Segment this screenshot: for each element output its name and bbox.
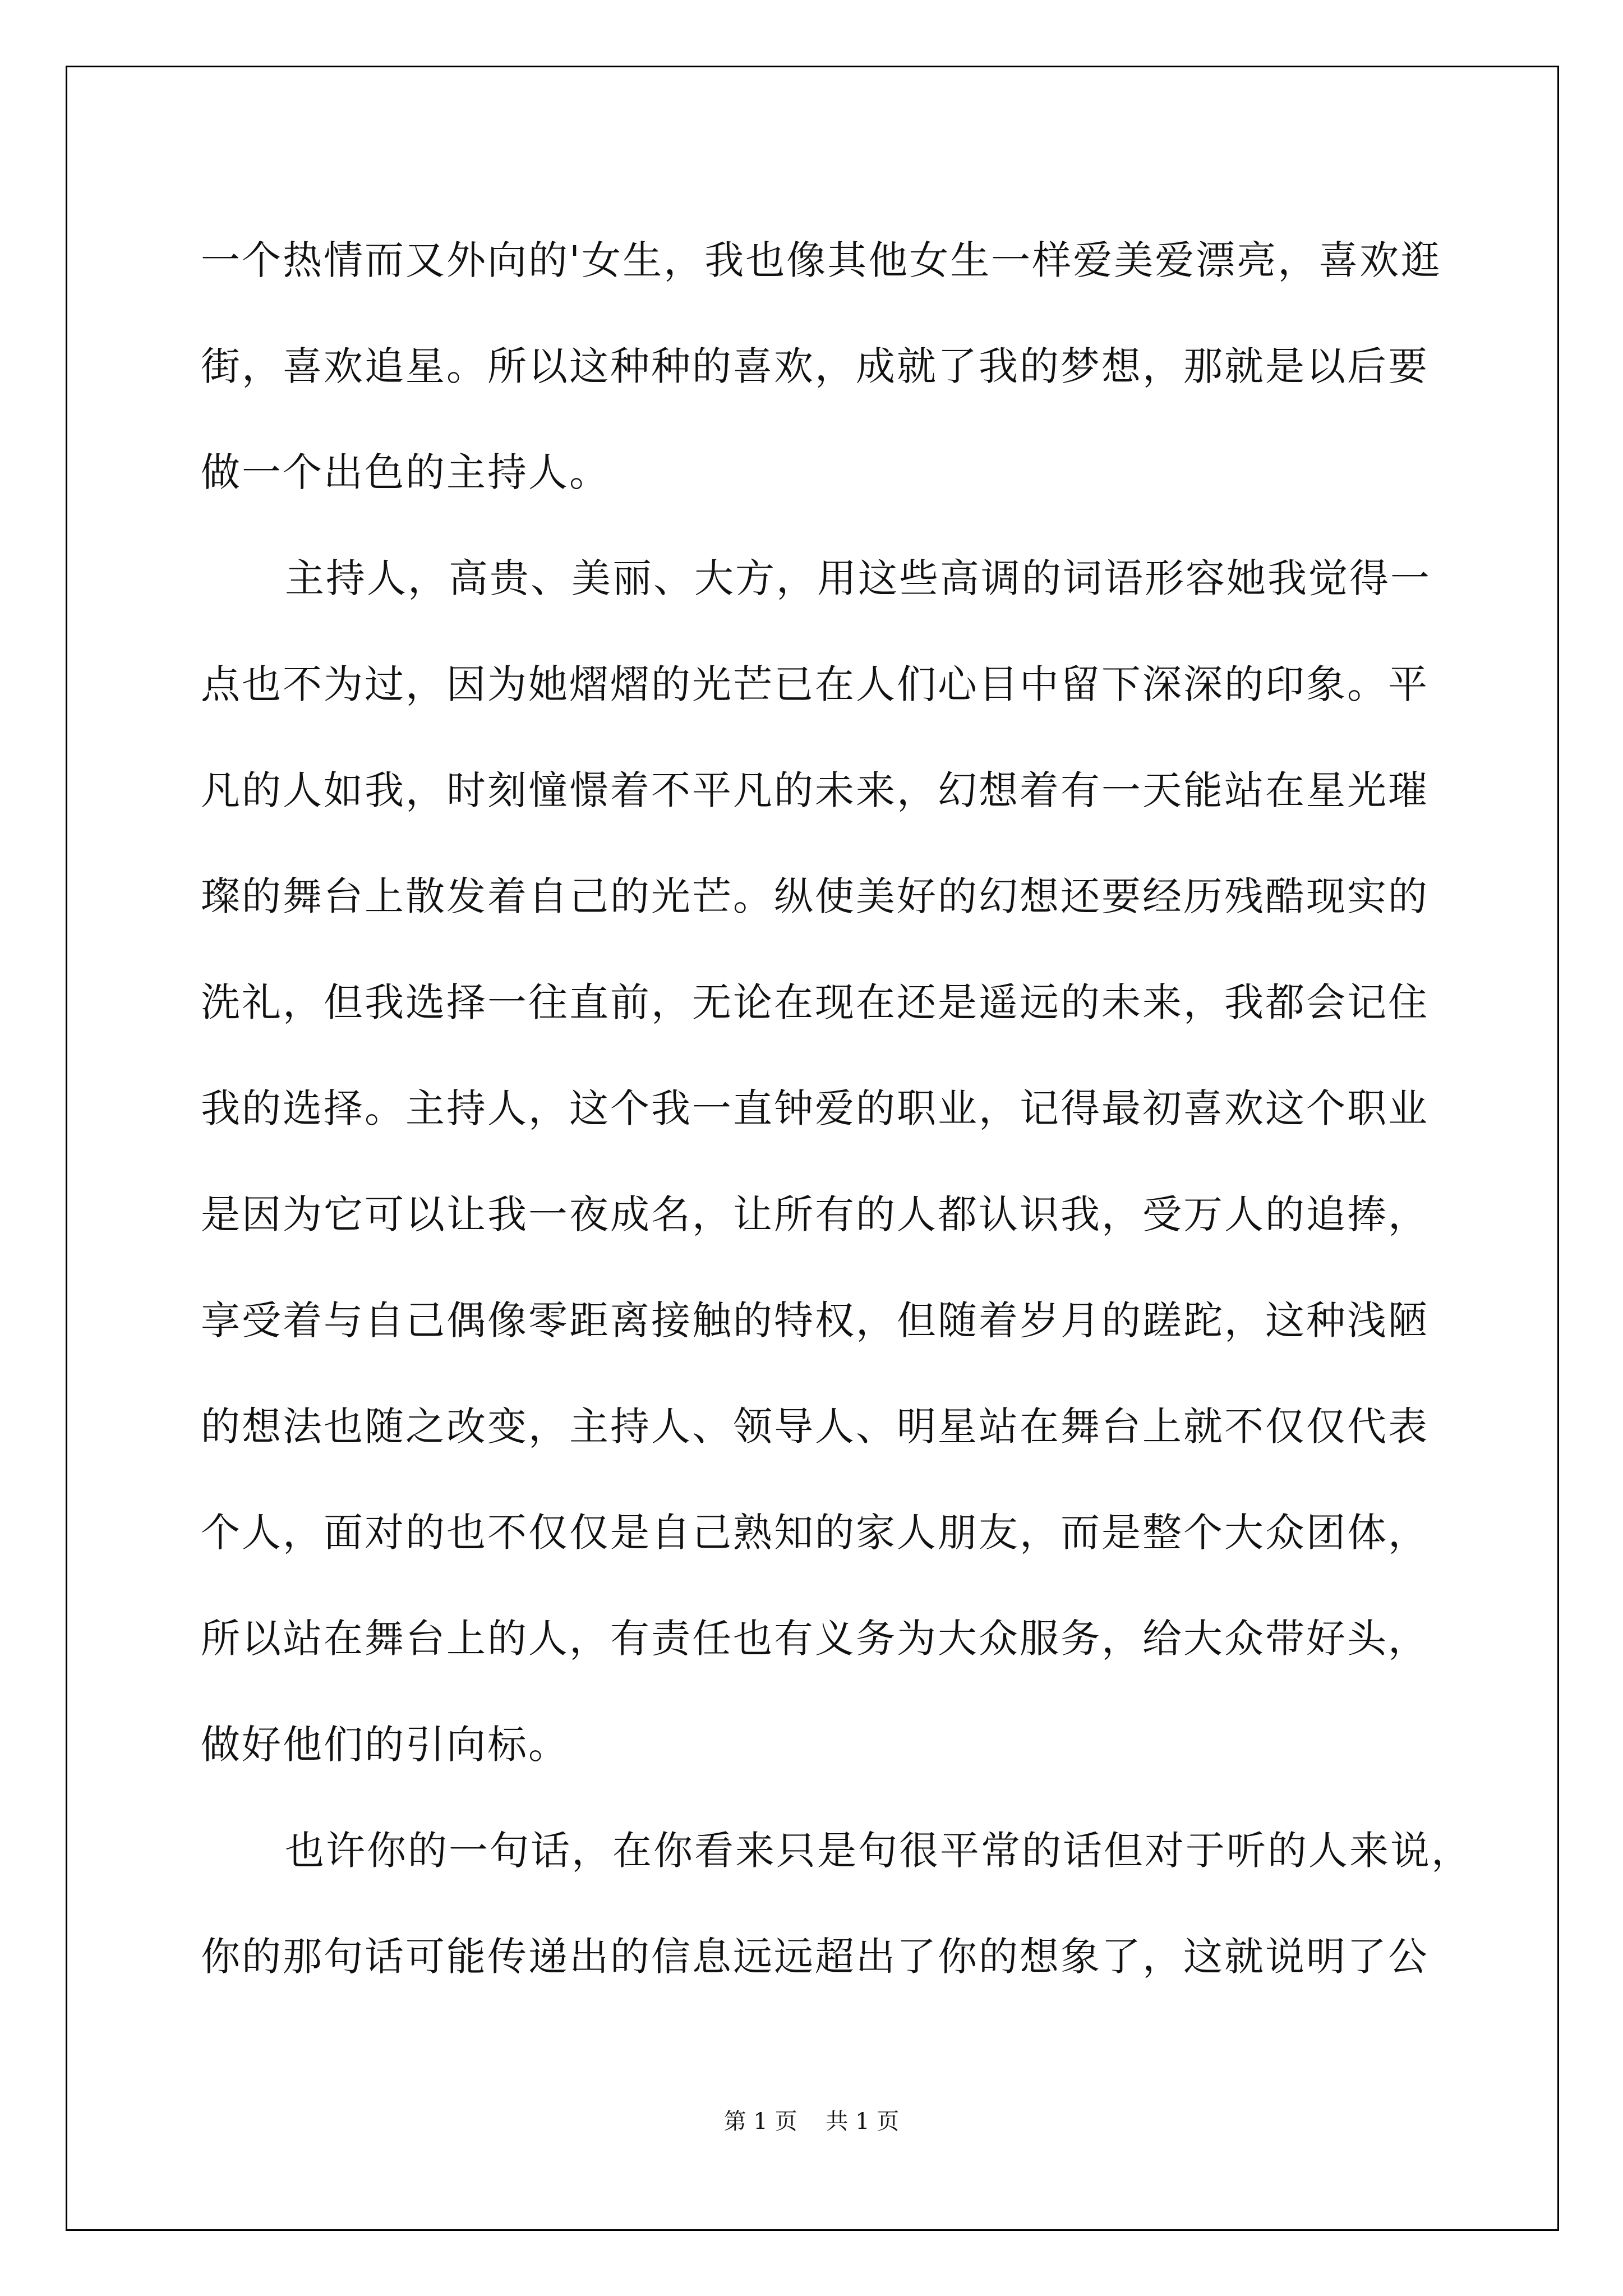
text-line: 是因为它可以让我一夜成名，让所有的人都认识我，受万人的追捧，	[201, 1191, 1429, 1237]
text-line: 主持人，高贵、美丽、大方，用这些高调的词语形容她我觉得一	[285, 555, 1431, 601]
text-line: 个人，面对的也不仅仅是自己熟知的家人朋友，而是整个大众团体，	[201, 1510, 1429, 1556]
text-line: 你的那句话可能传递出的信息远远超出了你的想象了，这就说明了公	[201, 1934, 1429, 1980]
paragraph	[201, 1798, 1472, 2010]
text-line: 点也不为过，因为她熠熠的光芒已在人们心目中留下深深的印象。平	[201, 661, 1429, 707]
page-number-footer: 第 1 页 共 1 页	[723, 2109, 900, 2134]
text-line: 享受着与自己偶像零距离接触的特权，但随着岁月的蹉跎，这种浅陋	[201, 1297, 1429, 1343]
paragraph	[201, 526, 1446, 1798]
text-line: 我的选择。主持人，这个我一直钟爱的职业，记得最初喜欢这个职业	[201, 1085, 1429, 1131]
text-line: 凡的人如我，时刻憧憬着不平凡的未来，幻想着有一天能站在星光璀	[201, 767, 1429, 813]
paragraph	[201, 208, 1446, 526]
text-line: 做一个出色的主持人。	[201, 449, 610, 495]
document-body	[201, 208, 1472, 2010]
text-line: 璨的舞台上散发着自己的光芒。纵使美好的幻想还要经历残酷现实的	[201, 873, 1429, 919]
text-line: 所以站在舞台上的人，有责任也有义务为大众服务，给大众带好头，	[201, 1616, 1429, 1662]
text-line: 洗礼，但我选择一往直前，无论在现在还是遥远的未来，我都会记住	[201, 979, 1429, 1025]
text-line: 的想法也随之改变，主持人、领导人、明星站在舞台上就不仅仅代表	[201, 1404, 1429, 1450]
text-line: 街，喜欢追星。所以这种种的喜欢，成就了我的梦想，那就是以后要	[201, 343, 1429, 389]
text-line: 做好他们的引向标。	[201, 1722, 569, 1768]
text-line: 也许你的一句话，在你看来只是句很平常的话但对于听的人来说，	[285, 1828, 1472, 1874]
text-line: 一个热情而又外向的'女生，我也像其他女生一样爱美爱漂亮，喜欢逛	[201, 237, 1442, 283]
